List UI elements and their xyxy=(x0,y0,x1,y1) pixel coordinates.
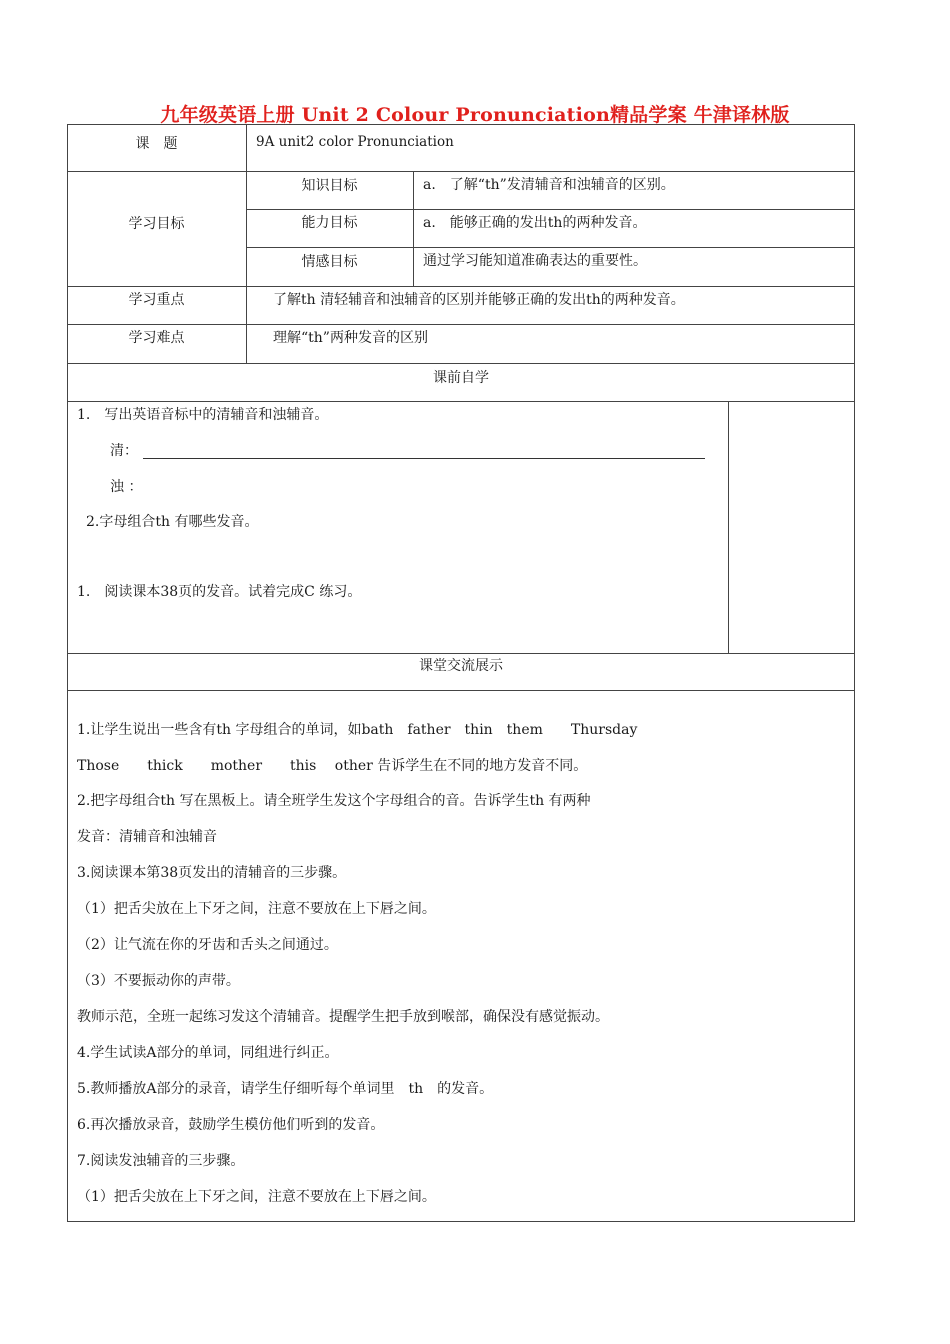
topic-label: 课 题 xyxy=(135,136,178,152)
document-title: 九年级英语上册 Unit 2 Colour Pronunciation精品学案 牛津译林版 xyxy=(160,104,790,126)
classroom-line: 7.阅读发浊辅音的三步骤。 xyxy=(77,1153,245,1169)
goal-type-emotion: 情感目标 xyxy=(301,254,358,270)
classroom-line: （1）把舌尖放在上下牙之间，注意不要放在上下唇之间。 xyxy=(77,901,436,917)
classroom-line: 发音：清辅音和浊辅音 xyxy=(77,829,217,845)
preview-item-voiceless: 清： xyxy=(110,443,138,459)
classroom-line: （2）让气流在你的牙齿和舌头之间通过。 xyxy=(77,937,338,953)
row-divider xyxy=(67,401,855,402)
col-divider xyxy=(246,124,247,363)
preview-item-2: 2.字母组合th 有哪些发音。 xyxy=(86,514,259,530)
preview-heading: 课前自学 xyxy=(433,370,489,386)
classroom-line: 5.教师播放A部分的录音，请学生仔细听每个单词里 th 的发音。 xyxy=(77,1081,494,1097)
answer-blank[interactable] xyxy=(143,458,705,459)
preview-item-1: 1. 写出英语音标中的清辅音和浊辅音。 xyxy=(77,407,329,423)
classroom-line: 6.再次播放录音，鼓励学生模仿他们听到的发音。 xyxy=(77,1117,385,1133)
classroom-heading: 课堂交流展示 xyxy=(419,658,503,674)
difficulty-label: 学习难点 xyxy=(128,330,185,346)
goals-label: 学习目标 xyxy=(128,216,185,232)
topic-value: 9A unit2 color Pronunciation xyxy=(256,134,454,150)
difficulty-value: 理解“th”两种发音的区别 xyxy=(273,330,428,346)
row-divider xyxy=(246,209,855,210)
classroom-line: Those thick mother this other 告诉学生在不同的地方发音不同。 xyxy=(77,758,588,774)
goal-type-ability: 能力目标 xyxy=(301,215,358,231)
key-point-value: 了解th 清轻辅音和浊辅音的区别并能够正确的发出th的两种发音。 xyxy=(273,292,685,308)
classroom-line: 3.阅读课本第38页发出的清辅音的三步骤。 xyxy=(77,865,347,881)
classroom-line: 1.让学生说出一些含有th 字母组合的单词，如bath father thin them Thursday xyxy=(77,722,638,738)
row-divider xyxy=(67,324,855,325)
goal-content-ability: a. 能够正确的发出th的两种发音。 xyxy=(423,215,647,231)
row-divider xyxy=(67,286,855,287)
goal-type-knowledge: 知识目标 xyxy=(301,178,358,194)
row-divider xyxy=(67,171,855,172)
classroom-line: （3）不要振动你的声带。 xyxy=(77,973,240,989)
preview-item-voiced: 浊 ： xyxy=(110,479,143,495)
col-divider xyxy=(413,171,414,286)
row-divider xyxy=(67,690,855,691)
goal-content-knowledge: a. 了解“th”发清辅音和浊辅音的区别。 xyxy=(423,177,675,193)
row-divider xyxy=(67,653,855,654)
classroom-line: （1）把舌尖放在上下牙之间，注意不要放在上下唇之间。 xyxy=(77,1189,436,1205)
goal-content-emotion: 通过学习能知道准确表达的重要性。 xyxy=(423,253,647,269)
col-divider xyxy=(728,401,729,653)
row-divider xyxy=(67,363,855,364)
preview-item-3: 1. 阅读课本38页的发音。试着完成C 练习。 xyxy=(77,584,362,600)
classroom-line: 4.学生试读A部分的单词，同组进行纠正。 xyxy=(77,1045,339,1061)
key-point-label: 学习重点 xyxy=(128,292,185,308)
classroom-line: 教师示范，全班一起练习发这个清辅音。提醒学生把手放到喉部，确保没有感觉振动。 xyxy=(77,1009,609,1025)
classroom-line: 2.把字母组合th 写在黑板上。请全班学生发这个字母组合的音。告诉学生th 有两种 xyxy=(77,793,591,809)
row-divider xyxy=(246,247,855,248)
